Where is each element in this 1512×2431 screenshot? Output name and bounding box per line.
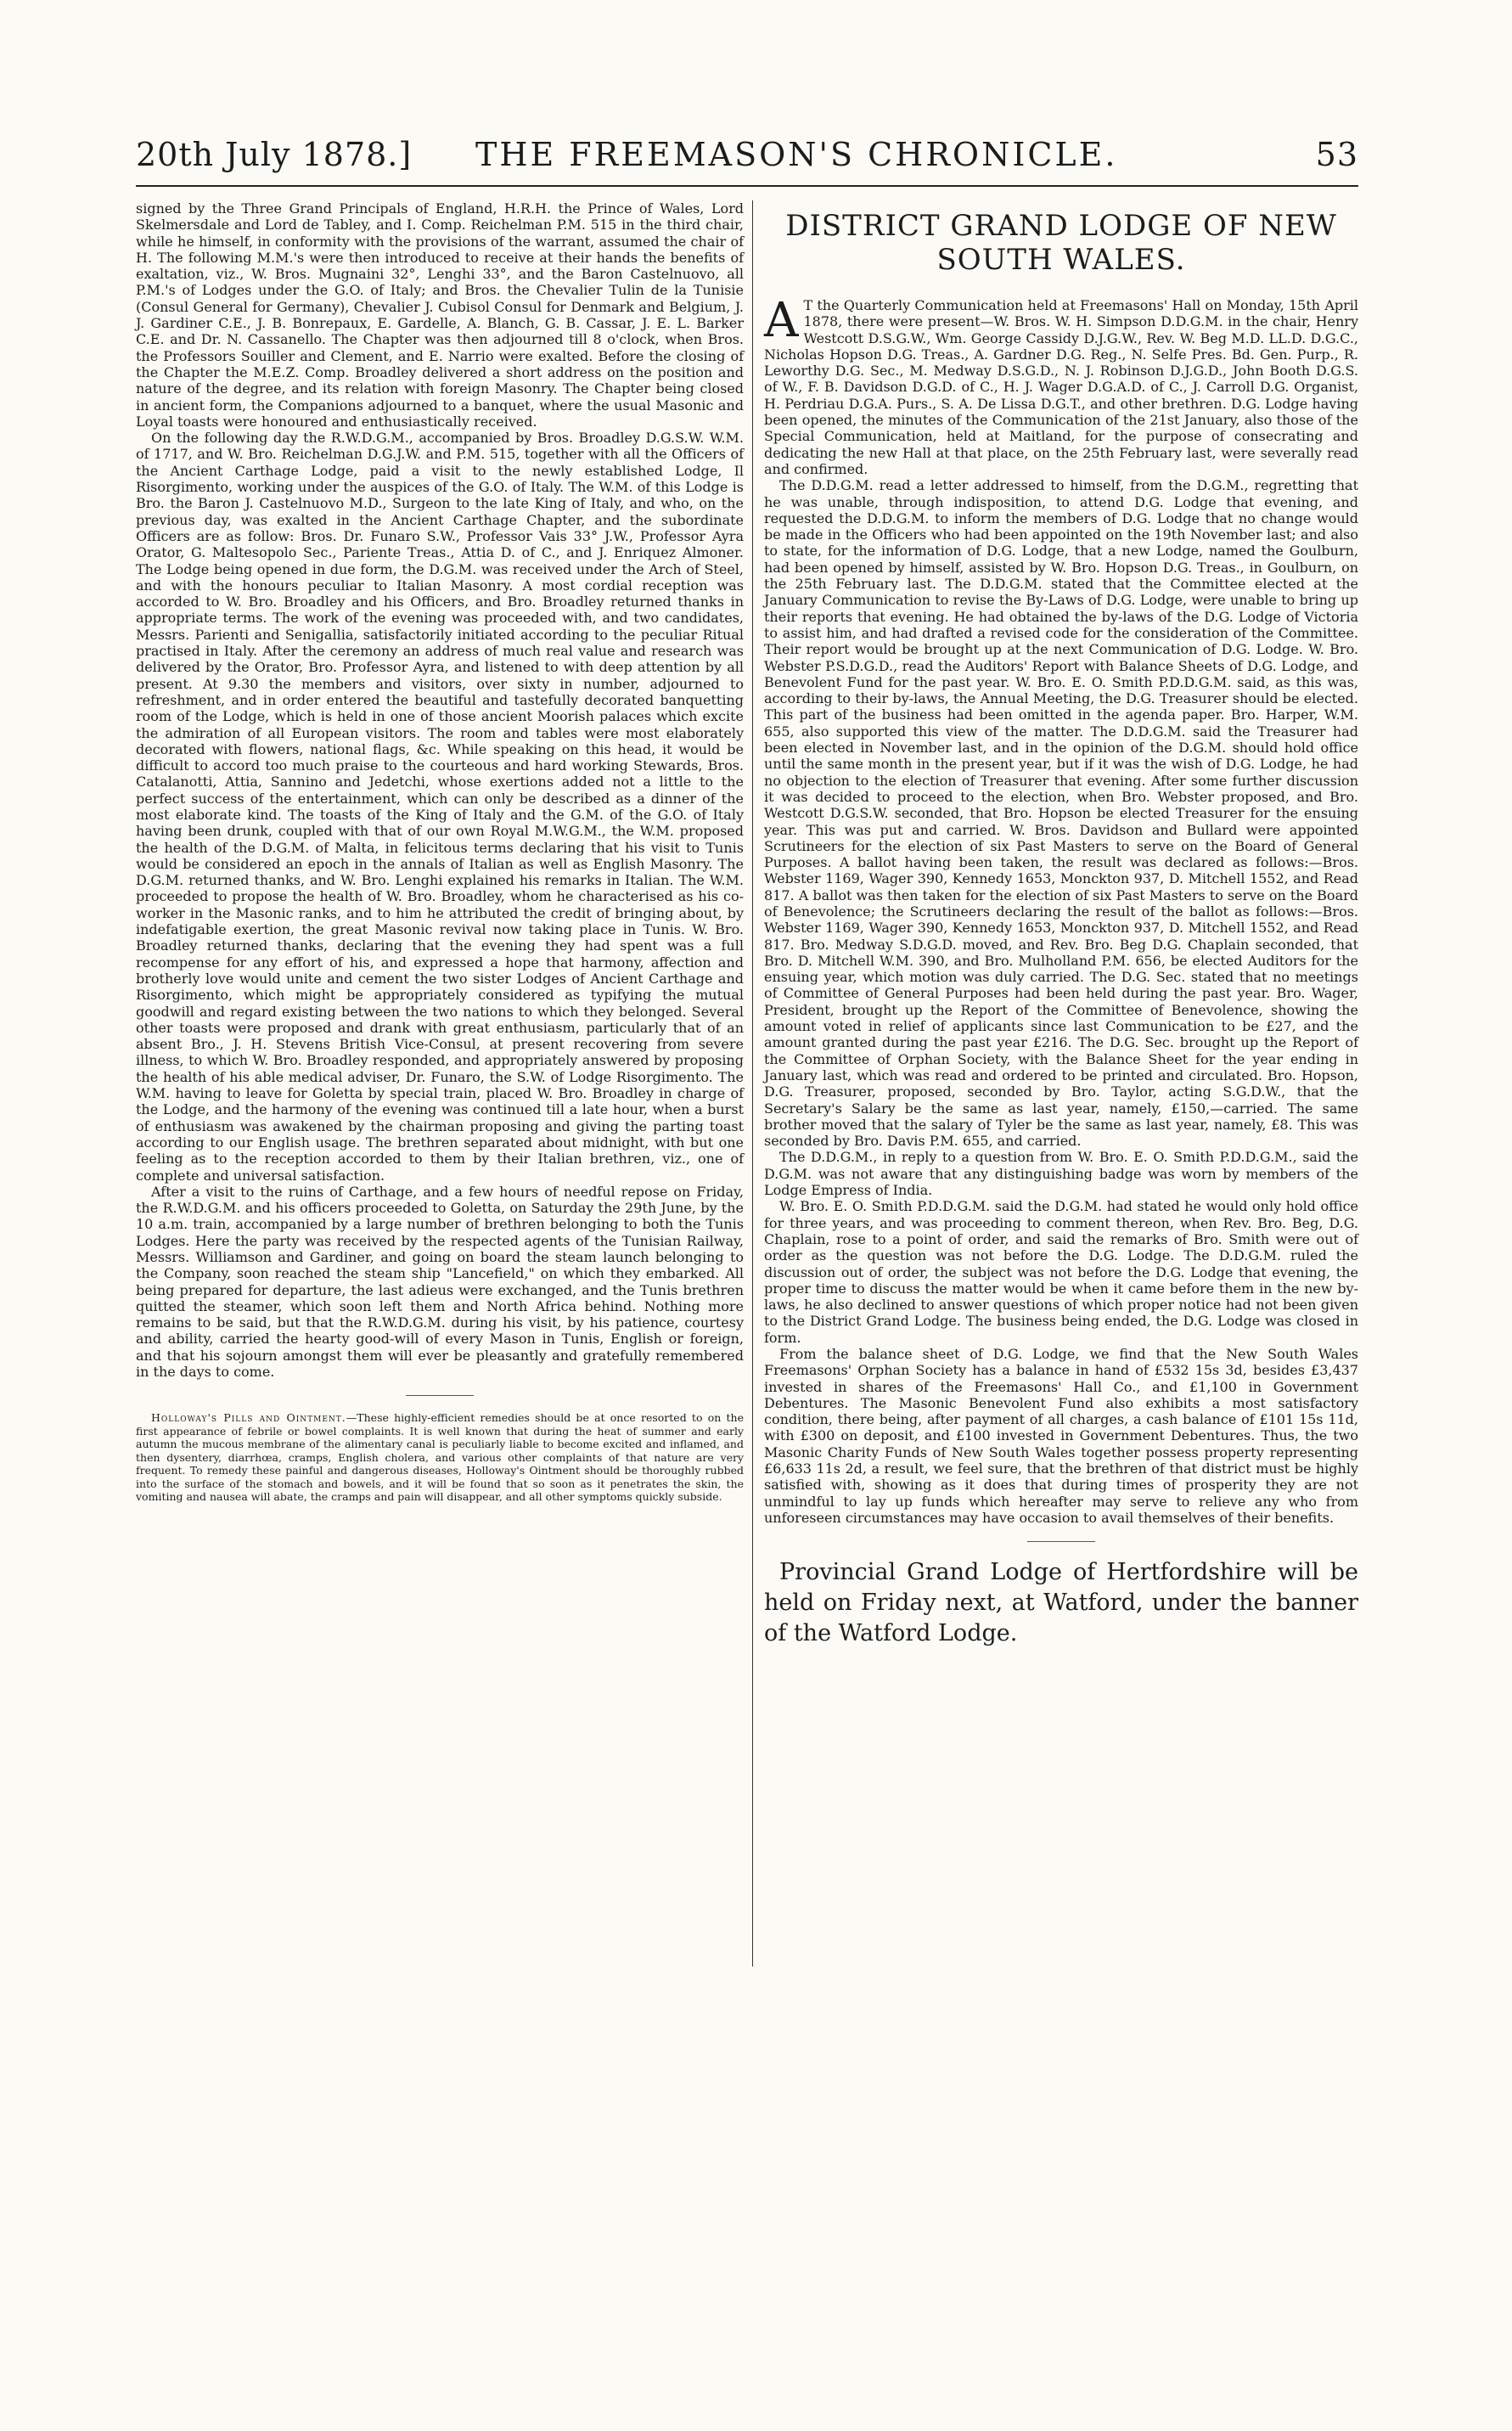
- article-paragraph: W. Bro. E. O. Smith P.D.D.G.M. said the D.G.M. had stated he would only hold office for three years, and was proceeding to comment thereon, when Rev. Bro. Beg, D.G. Chaplain, rose to a point of order, and said the remarks of Bro. Smith were out of order as the question was not before the D.G. Lodge. The D.D.G.M. ruled the discussion out of order, the subject was not before the D.G. Lodge that evening, the proper time to discuss the matter would be when it came before them in the new by-laws, he also declined to answer questions of which proper notice had not been given to the District Grand Lodge. The business being ended, the D.G. Lodge was closed in form.: [764, 1198, 1358, 1346]
- column-divider: [752, 200, 753, 1967]
- article-paragraph: After a visit to the ruins of Carthage, and a few hours of needful repose on Friday, the R.W.D.G.M. and his officers proceeded to Goletta, on Saturday the 29th June, by the 10 a.m. train, accompanied by a large number of brethren belonging to both the Tunis Lodges. Here the party was received by the respected agents of the Tunisian Railway, Messrs. Williamson and Gardiner, and going on board the steam launch belonging to the Company, soon reached the steam ship "Lancefield," on which they embarked. All being prepared for departure, the last adieus were exchanged, and the Tunis brethren quitted the steamer, which soon left them and North Africa behind. Nothing more remains to be said, but that the R.W.D.G.M. during his visit, by his patience, courtesy and ability, carried the hearty good-will of every Mason in Tunis, English or foreign, and that his sojourn amongst them will ever be pleasantly and gratefully remembered in the days to come.: [136, 1183, 744, 1381]
- article-paragraph: The D.D.G.M., in reply to a question from W. Bro. E. O. Smith P.D.D.G.M., said the D.G.M. was not aware that any distinguishing badge was worn by members of the Lodge Empress of India.: [764, 1149, 1358, 1199]
- issue-date: 20th July 1878.]: [136, 136, 413, 173]
- page-number: 53: [1315, 136, 1358, 173]
- holloway-advert: [136, 1411, 744, 1504]
- article-paragraph: On the following day the R.W.D.G.M., accompanied by Bros. Broadley D.G.S.W. W.M. of 1717, and W. Bro. Reichelman D.G.J.W. and P.M. 515, together with all the Officers of the Ancient Carthage Lodge, paid a visit to the newly established Lodge, Il Risorgimento, working under the auspices of the G.O. of Italy. The W.M. of this Lodge is Bro. the Baron J. Castelnuovo M.D., Surgeon to the late King of Italy, and who, on the previous day, was exalted in the Ancient Carthage Chapter, and the subordinate Officers are as follow: Bros. Dr. Funaro S.W., Professor Vais 33° J.W., Professor Ayra Orator, G. Maltesopolo Sec., Pariente Treas., Attia D. of C., and J. Enriquez Almoner. The Lodge being opened in due form, the D.G.M. was received under the Arch of Steel, and with the honours peculiar to Italian Masonry. A most cordial reception was accorded to W. Bro. Broadley and his Officers, and Bro. Broadley returned thanks in appropriate terms. The work of the evening was proceeded with, and two candidates, Messrs. Parienti and Senigallia, satisfactorily initiated according to the peculiar Ritual practised in Italy. After the ceremony an address of much real value and research was delivered by the Orator, Bro. Professor Ayra, and listened to with deep attention by all present. At 9.30 the members and visitors, over sixty in number, adjourned to refreshment, and in order entered the beautiful and tastefully decorated banquetting room of the Lodge, which is held in one of those ancient Moorish palaces which excite the admiration of all European visitors. The room and tables were most elaborately decorated with flowers, national flags, &c. While speaking on this head, it would be difficult to accord too much praise to the courteous and hard working Stewards, Bros. Catalanotti, Attia, Sannino and Jedetchi, whose exertions added not a little to the perfect success of the entertainment, which can only be described as a dinner of the most elaborate kind. The toasts of the King of Italy and the G.M. of the G.O. of Italy having been drunk, coupled with that of our own Royal M.W.G.M., the W.M. proposed the health of the D.G.M. of Malta, in felicitous terms declaring that his visit to Tunis would be considered an epoch in the annals of Italian as well as English Masonry. The D.G.M. returned thanks, and W. Bro. Lenghi explained his remarks in Italian. The W.M. proceeded to propose the health of W. Bro. Broadley, whom he characterised as his co-worker in the Masonic ranks, and to him he attributed the credit of bringing about, by indefatigable exertion, the great Masonic revival now taking place in Tunis. W. Bro. Broadley returned thanks, declaring that the evening they had spent was a full recompense for any effort of his, and expressed a hope that harmony, affection and brotherly love would unite and cement the two sister Lodges of Ancient Carthage and Risorgimento, which might be appropriately considered as typifying the mutual goodwill and regard existing between the two nations to which they belonged. Several other toasts were proposed and drank with great enthusiasm, particularly that of an absent Bro., J. H. Stevens British Vice-Consul, at present recovering from severe illness, to which W. Bro. Broadley responded, and appropriately answered by proposing the health of his able medical adviser, Dr. Funaro, the S.W. of Lodge Risorgimento. The W.M. having to leave for Goletta by special train, placed W. Bro. Broadley in charge of the Lodge, and the harmony of the evening was continued till a late hour, when a burst of enthusiasm was awakened by the chairman proposing and giving the parting toast according to our English usage. The brethren separated about midnight, with but one feeling as to the reception accorded to them by their Italian brethren, viz., one of complete and universal satisfaction.: [136, 430, 744, 1184]
- article-paragraph: From the balance sheet of D.G. Lodge, we find that the New South Wales Freemasons' Orphan Society has a balance in hand of £532 15s 3d, besides £3,437 invested in shares of the Freemasons' Hall Co., and £1,100 in Government Debentures. The Masonic Benevolent Fund also exhibits a most satisfactory condition, there being, after payment of all charges, a cash balance of £101 15s 11d, with £300 on deposit, and £100 invested in Government Debentures. Thus, the two Masonic Charity Funds of New South Wales together possess property representing £6,633 11s 2d, a result, we feel sure, that the brethren of that district must be highly satisfied with, showing as it does that during times of prosperity they are not unmindful to lay up funds which hereafter may serve to relieve any who from unforeseen circumstances may have occasion to avail themselves of their benefits.: [764, 1346, 1358, 1526]
- right-column: [764, 200, 1358, 1649]
- advert-lead: Holloway's Pills and Ointment.: [151, 1411, 346, 1425]
- advert-text: —These highly-efficient remedies should be at once resorted to on the first appearance of febrile or bowel complaints. It is well known that during the heat of summer and early autumn the mucous membrane of the alimentary canal is peculiarly liable to become excited and inflamed, and then dysentery, diarrhœa, cramps, English cholera, and various other complaints of that nature are very frequent. To remedy these painful and dangerous diseases, Holloway's Ointment should be thoroughly rubbed into the surface of the stomach and bowels, and it will be found that so soon as it penetrates the skin, the vomiting and nausea will abate, the cramps and pain will disappear, and all other symptoms quickly subside.: [136, 1411, 744, 1504]
- section-divider: [406, 1395, 474, 1396]
- masthead: [136, 136, 1358, 187]
- masthead-rule: [136, 185, 1358, 187]
- section-divider: [1027, 1541, 1095, 1542]
- publication-title: THE FREEMASON'S CHRONICLE.: [475, 136, 1118, 173]
- left-column: [136, 200, 744, 1504]
- article-paragraph: The D.D.G.M. read a letter addressed to himself, from the D.G.M., regretting that he was unable, through indisposition, to attend D.G. Lodge that evening, and requested the D.D.G.M. to inform the members of D.G. Lodge that no change would be made in the Officers who had been appointed on the 19th November last; and also to state, for the information of D.G. Lodge, that a new Lodge, named the Goulburn, had been opened by himself, assisted by W. Bro. Hopson D.G. Treas., in Goulburn, on the 25th February last. The D.D.G.M. stated that the Committee elected at the January Communication to revise the By-Laws of D.G. Lodge, were unable to bring up their reports that evening. He had obtained the by-laws of the D.G. Lodge of Victoria to assist him, and had drafted a revised code for the consideration of the Committee. Their report would be brought up at the next Communication of D.G. Lodge. W. Bro. Webster P.S.D.G.D., read the Auditors' Report with Balance Sheets of D.G. Lodge, and Benevolent Fund for the past year. W. Bro. E. O. Smith P.D.D.G.M. said, as this was, according to their by-laws, the Annual Meeting, the D.G. Treasurer should be elected. This part of the business had been omitted in the agenda paper. Bro. Harper, W.M. 655, also supported this view of the matter. The D.D.G.M. said the Treasurer had been elected in November last, and in the opinion of the D.G.M. should hold office until the same month in the present year, but if it was the wish of D.G. Lodge, he had no objection to the election of Treasurer that evening. After some further discussion it was decided to proceed to the election, when Bro. Webster proposed, and Bro. Westcott D.G.S.W. seconded, that Bro. Hopson be elected Treasurer for the ensuing year. This was put and carried. W. Bros. Davidson and Bullard were appointed Scrutineers for the election of six Past Masters to serve on the Board of General Purposes. A ballot having been taken, the result was declared as follows:—Bros. Webster 1169, Wager 390, Kennedy 1653, Monckton 937, D. Mitchell 1552, and Read 817. A ballot was then taken for the election of six Past Masters to serve on the Board of Benevolence; the Scrutineers declaring the result of the ballot as follows:—Bros. Webster 1169, Wager 390, Kennedy 1653, Monckton 937, D. Mitchell 1552, and Read 817. Bro. Medway S.D.G.D. moved, and Rev. Bro. Beg D.G. Chaplain seconded, that Bro. D. Mitchell W.M. 390, and Bro. Mulholland P.M. 656, be elected Auditors for the ensuing year, which motion was duly carried. The D.G. Sec. stated that no meetings of Committee of General Purposes had been held during the past year. Bro. Wager, President, brought up the Report of the Committee of Benevolence, showing the amount voted in relief of applicants since last Communication to be £27, and the amount granted during the past year £216. The D.G. Sec. brought up the Report of the Committee of Orphan Society, with the Balance Sheet for the year ending in January last, which was read and ordered to be printed and circulated. Bro. Hopson, D.G. Treasurer, proposed, seconded by Bro. Taylor, acting S.G.D.W., that the Secretary's Salary be the same as last year, namely, £150,—carried. The same brother moved that the salary of Tyler be the same as last year, namely, £8. This was seconded by Bro. Davis P.M. 655, and carried.: [764, 477, 1358, 1150]
- article-headline: DISTRICT GRAND LODGE OF NEW SOUTH WALES.: [785, 209, 1337, 277]
- article-paragraph: signed by the Three Grand Principals of England, H.R.H. the Prince of Wales, Lord Skelmersdale and Lord de Tabley, and I. Comp. Reichelman P.M. 515 in the third chair, while he himself, in conformity with the provisions of the warrant, assumed the chair of H. The following M.M.'s were then introduced to receive at their hands the benefits of exaltation, viz., W. Bros. Mugnaini 32°, Lenghi 33°, and the Baron Castelnuovo, all P.M.'s of Lodges under the G.O. of Italy; and Bros. the Chevalier Tulin de la Tunisie (Consul General for Germany), Chevalier J. Cubisol Consul for Denmark and Belgium, J. J. Gardiner C.E., J. B. Bonrepaux, E. Gardelle, A. Blanch, G. B. Cassar, J. E. L. Barker C.E. and Dr. N. Cassanello. The Chapter was then adjourned till 8 o'clock, when Bros. the Professors Souiller and Clement, and E. Narrio were exalted. Before the closing of the Chapter the M.E.Z. Comp. Broadley delivered a short address on the position and nature of the degree, and its relation with foreign Masonry. The Chapter being closed in ancient form, the Companions adjourned to a banquet, where the usual Masonic and Loyal toasts were honoured and enthusiastically received.: [136, 200, 744, 430]
- lead-text: T the Quarterly Communication held at Freemasons' Hall on Monday, 15th April 1878, there were present—W. Bros. W. H. Simpson D.D.G.M. in the chair, Henry Westcott D.S.G.W., Wm. George Cassidy D.J.G.W., Rev. W. Beg M.D. LL.D. D.G.C., Nicholas Hopson D.G. Treas., A. Gardner D.G. Reg., N. Selfe Pres. Bd. Gen. Purp., R. Leworthy D.G. Sec., M. Medway D.S.G.D., N. J. Robinson D.J.G.D., John Booth D.G.S. of W., F. B. Davidson D.G.D. of C., H. J. Wager D.G.A.D. of C., J. Carroll D.G. Organist, H. Perdriau D.G.A. Purs., S. A. De Lissa D.G.T., and other brethren. D.G. Lodge having been opened, the minutes of the Communication of the 21st January, also those of the Special Communication, held at Maitland, for the purpose of consecrating and dedicating the new Hall at that place, on the 25th February last, were severally read and confirmed.: [764, 297, 1358, 477]
- drop-cap: A: [764, 293, 799, 348]
- article-lead-paragraph: [764, 293, 1358, 477]
- hertfordshire-notice: Provincial Grand Lodge of Hertfordshire will be held on Friday next, at Watford, under the banner of the Watford Lodge.: [764, 1559, 1358, 1647]
